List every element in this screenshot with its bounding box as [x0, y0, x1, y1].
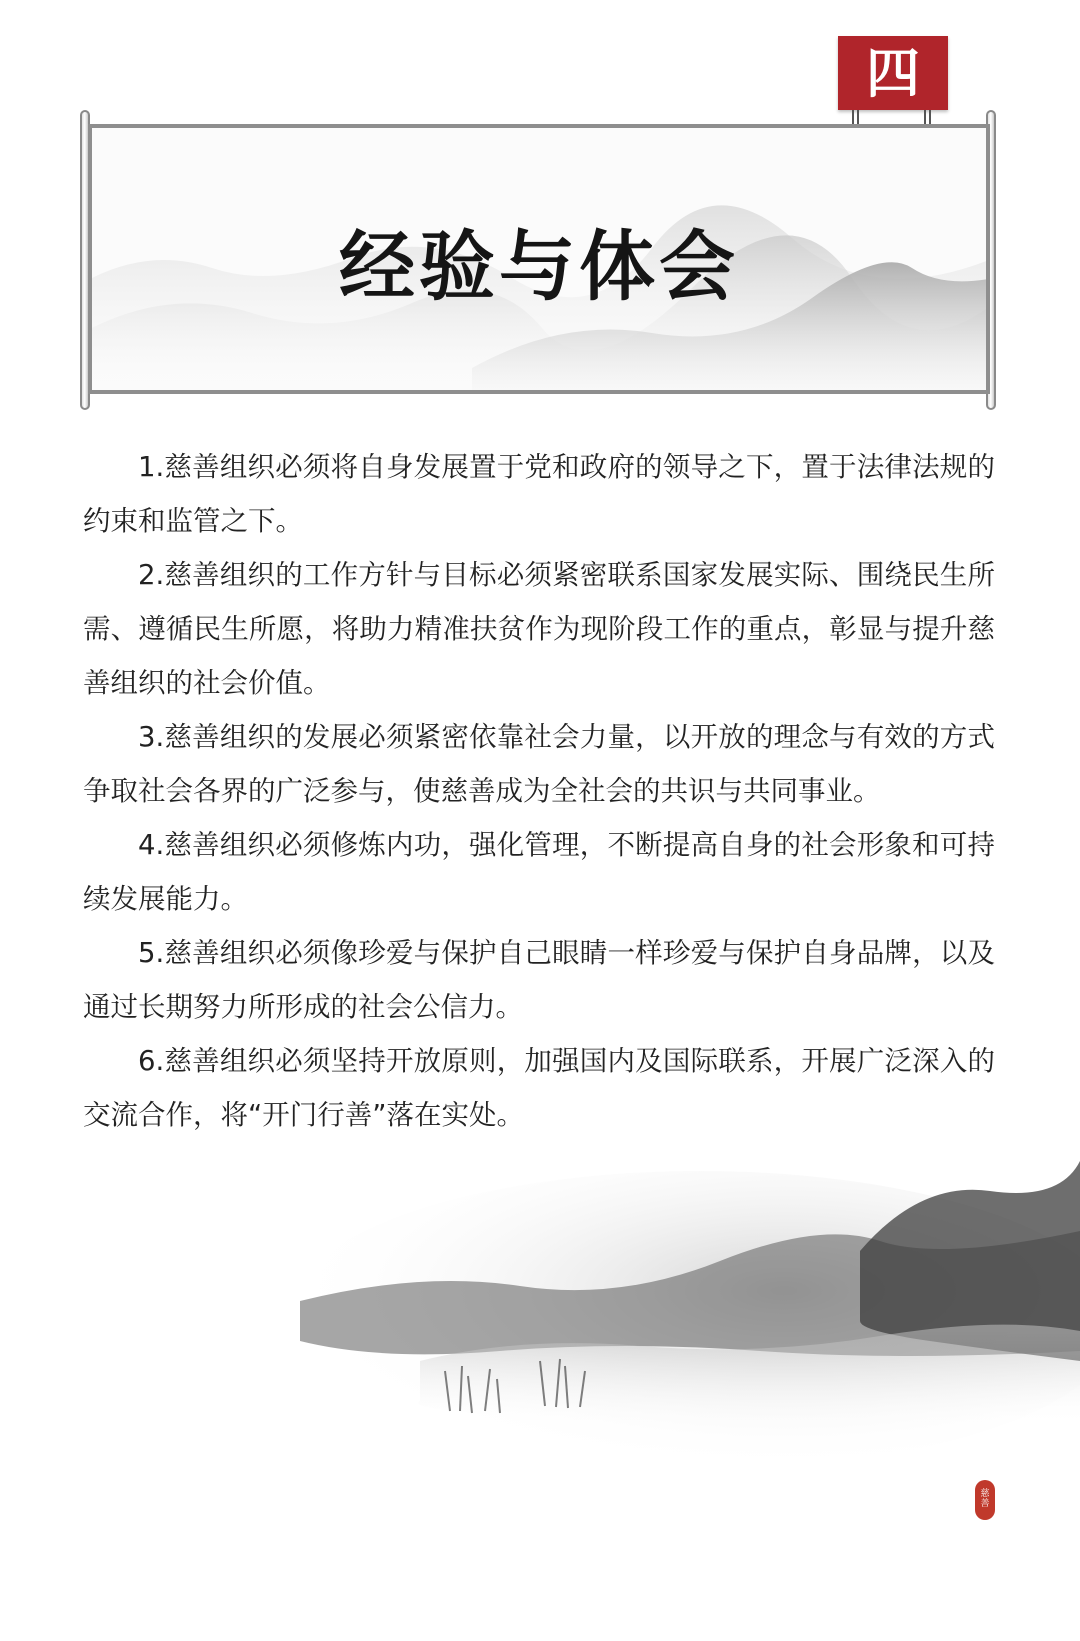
section-number-badge: 四: [838, 36, 948, 110]
seal-char-1: 慈: [980, 1489, 990, 1500]
paragraph-5: 5.慈善组织必须像珍爱与保护自己眼睛一样珍爱与保护自身品牌，以及通过长期努力所形成的社会公信力。: [83, 937, 995, 1023]
red-seal-stamp: [975, 1480, 995, 1520]
paragraph-2: 2.慈善组织的工作方针与目标必须紧密联系国家发展实际、围绕民生所需、遵循民生所愿，将助力精准扶贫作为现阶段工作的重点，彰显与提升慈善组织的社会价值。: [83, 559, 995, 699]
seal-char-2: 善: [980, 1499, 990, 1509]
experience-list: [83, 440, 995, 1142]
paragraph-1: 1.慈善组织必须将自身发展置于党和政府的领导之下，置于法律法规的约束和监管之下。: [83, 451, 995, 537]
paragraph-6: 6.慈善组织必须坚持开放原则，加强国内及国际联系，开展广泛深入的交流合作，将“开门行善”落在实处。: [83, 1045, 995, 1131]
page-title: 经验与体会: [339, 222, 739, 311]
paragraph-3: 3.慈善组织的发展必须紧密依靠社会力量，以开放的理念与有效的方式争取社会各界的广泛参与，使慈善成为全社会的共识与共同事业。: [83, 721, 995, 807]
title-scroll-banner: [88, 124, 990, 394]
landscape-ink-painting: [0, 1121, 1080, 1641]
paragraph-4: 4.慈善组织必须修炼内功，强化管理，不断提高自身的社会形象和可持续发展能力。: [83, 829, 995, 915]
